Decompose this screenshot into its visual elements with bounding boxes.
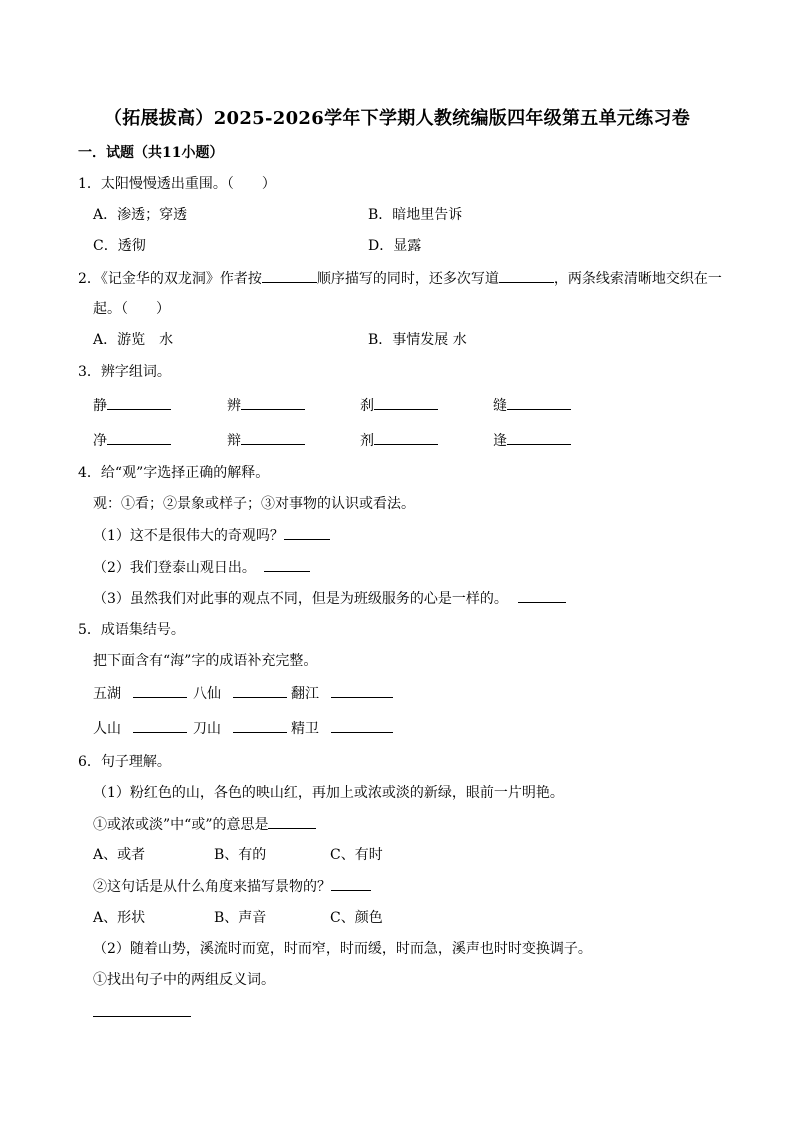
q3-word-row1-4 [493, 395, 571, 416]
q5-blank[interactable] [133, 718, 187, 733]
q5-blank[interactable] [133, 683, 187, 698]
q3-char: 缝 [493, 398, 507, 414]
q3-char: 静 [93, 398, 107, 414]
q3-blank[interactable] [507, 395, 571, 410]
q3-word-row2-2 [227, 430, 305, 451]
q5-idiom-part: 刀山 [193, 721, 221, 737]
q6-s2-question-1: ①找出句子中的两组反义词。 [93, 972, 275, 988]
q3-char: 刹 [360, 398, 374, 414]
q1-option-d: D．显露 [368, 238, 422, 254]
q6-question-text: ①或浓或淡”中“或”的意思是 [93, 817, 269, 833]
q5-idiom-part: 八仙 [193, 686, 221, 702]
q4-item-text: （1）这不是很伟大的奇观吗？ [93, 528, 284, 544]
q3-blank[interactable] [374, 395, 438, 410]
q5-idiom-row2-3 [291, 718, 393, 739]
q5-idiom-row1-3 [291, 683, 393, 704]
question-5-stem: 5．成语集结号。 [78, 622, 185, 638]
q3-blank[interactable] [107, 395, 171, 410]
question-2-stem [78, 268, 722, 289]
q3-char: 逢 [493, 433, 507, 449]
q2-option-b: B．事情发展 水 [368, 332, 467, 348]
q2-blank-1[interactable] [262, 268, 317, 283]
q3-word-row1-3 [360, 395, 438, 416]
q3-char: 辩 [227, 433, 241, 449]
q5-blank[interactable] [233, 683, 287, 698]
q6-s1q1-option-a: A、或者 [93, 847, 146, 863]
q3-word-row2-4 [493, 430, 571, 451]
page-title: （拓展拔高）2025-2026学年下学期人教统编版四年级第五单元练习卷 [103, 108, 691, 129]
q3-char: 辨 [227, 398, 241, 414]
q1-option-b: B．暗地里告诉 [368, 207, 463, 223]
q4-item-2 [93, 557, 310, 578]
q3-char: 剂 [360, 433, 374, 449]
q3-char: 净 [93, 433, 107, 449]
q6-sentence-1: （1）粉红色的山，各色的映山红，再加上或浓或淡的新绿，眼前一片明艳。 [93, 785, 564, 801]
q2-stem-part-c: ，两条线索清晰地交织在一 [553, 271, 722, 287]
q6-s1-question-1 [93, 814, 316, 835]
q5-idiom-part: 翻江 [291, 686, 319, 702]
q4-blank[interactable] [284, 525, 330, 540]
q3-blank[interactable] [374, 430, 438, 445]
q5-blank[interactable] [233, 718, 287, 733]
q3-blank[interactable] [241, 430, 305, 445]
q6-s1q1-option-c: C、有时 [330, 847, 383, 863]
q5-idiom-row2-1 [93, 718, 187, 739]
q2-stem-part-b: 顺序描写的同时，还多次写道 [316, 271, 499, 287]
q5-idiom-part: 五湖 [93, 686, 121, 702]
q3-word-row2-3 [360, 430, 438, 451]
q5-idiom-part: 人山 [93, 721, 121, 737]
q6-s1q2-option-c: C、颜色 [330, 910, 383, 926]
q3-word-row2-1 [93, 430, 171, 451]
q5-idiom-row1-1 [93, 683, 187, 704]
q6-blank[interactable] [268, 814, 316, 829]
q3-word-row1-1 [93, 395, 171, 416]
q3-blank[interactable] [507, 430, 571, 445]
question-4-stem: 4．给“观”字选择正确的解释。 [78, 465, 270, 481]
q6-s1q1-option-b: B、有的 [214, 847, 267, 863]
q6-answer-line[interactable] [93, 1016, 191, 1017]
q6-question-text: ②这句话是从什么角度来描写景物的？ [93, 879, 331, 895]
q1-option-a: A．渗透；穿透 [93, 207, 188, 223]
q4-item-3 [93, 588, 566, 609]
q1-option-c: C．透彻 [93, 238, 146, 254]
q3-word-row1-2 [227, 395, 305, 416]
q2-blank-2[interactable] [499, 268, 554, 283]
q5-blank[interactable] [331, 718, 393, 733]
q5-instruction: 把下面含有“海”字的成语补充完整。 [93, 653, 318, 669]
q4-blank[interactable] [264, 557, 310, 572]
q6-s1q2-option-b: B、声音 [214, 910, 267, 926]
question-3-stem: 3．辨字组词。 [78, 364, 171, 380]
q5-idiom-row2-2 [193, 718, 287, 739]
q6-s1q2-option-a: A、形状 [93, 910, 146, 926]
q5-idiom-row1-2 [193, 683, 287, 704]
q2-stem-part-a: 2．《记金华的双龙洞》作者按 [78, 271, 262, 287]
q2-stem-continued: 起。（ ） [93, 301, 170, 317]
q4-definition: 观：①看；②景象或样子；③对事物的认识或看法。 [93, 496, 415, 512]
q3-blank[interactable] [241, 395, 305, 410]
q5-idiom-part: 精卫 [291, 721, 319, 737]
q2-option-a: A．游览 水 [93, 332, 174, 348]
q6-s1-question-2 [93, 876, 371, 897]
q4-item-1 [93, 525, 330, 546]
question-1-stem: 1．太阳慢慢透出重围。（ ） [78, 176, 276, 192]
q4-item-text: （2）我们登泰山观日出。 [93, 560, 256, 576]
q3-blank[interactable] [107, 430, 171, 445]
q6-blank[interactable] [331, 876, 371, 891]
q4-item-text: （3）虽然我们对此事的观点不同，但是为班级服务的心是一样的。 [93, 591, 508, 607]
section-heading: 一．试题（共11小题） [78, 145, 224, 161]
question-6-stem: 6．句子理解。 [78, 754, 171, 770]
q4-blank[interactable] [518, 588, 566, 603]
q5-blank[interactable] [331, 683, 393, 698]
q6-sentence-2: （2）随着山势，溪流时而宽，时而窄，时而缓，时而急，溪声也时时变换调子。 [93, 941, 592, 957]
